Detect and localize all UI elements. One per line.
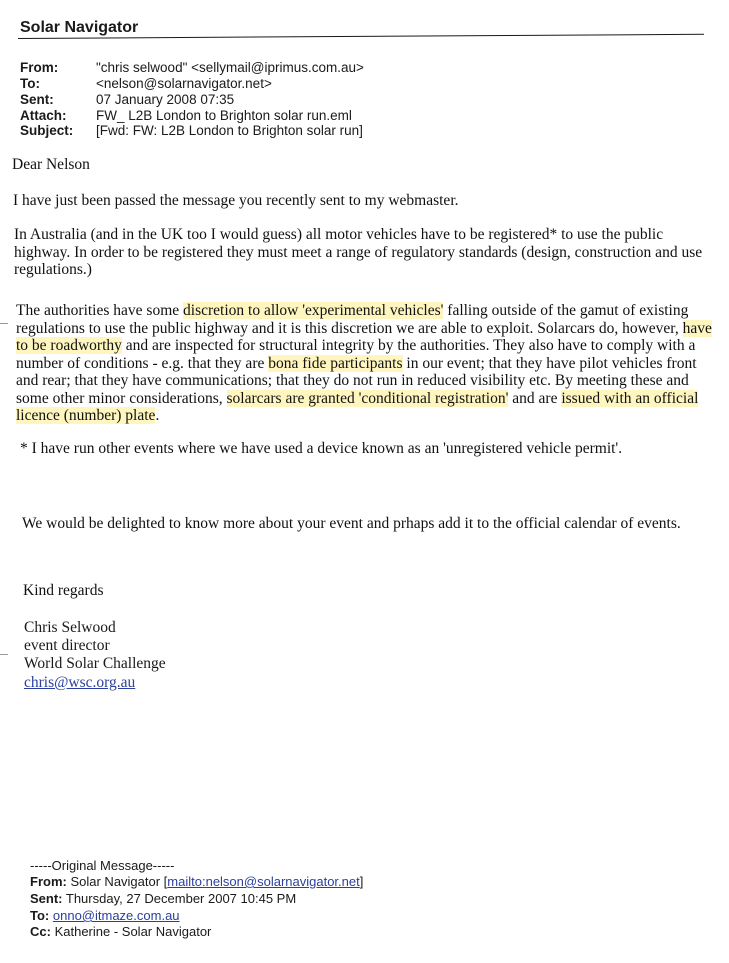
header-sent-value: 07 January 2008 07:35 (96, 92, 235, 107)
p3-highlight-4: solarcars are granted 'conditional registration' (226, 389, 509, 407)
margin-mark (0, 323, 8, 324)
p3-highlight-1: discretion to allow 'experimental vehicles' (183, 302, 444, 319)
signature-role: event director (24, 637, 110, 654)
p3-highlight-5: issued with an official licence (number) plate (16, 389, 699, 424)
letter-paragraph-5: We would be delighted to know more about your event and prhaps add it to the official calendar of events. (22, 515, 681, 532)
letter-paragraph-1: I have just been passed the message you recently sent to my webmaster. (13, 192, 459, 209)
margin-mark (0, 654, 8, 655)
header-subject-value: [Fwd: FW: L2B London to Brighton solar run] (96, 123, 363, 138)
p3-text-2: falling outside of the gamut of existing regulations to use the public highway and it is this discretion we are able to exploit. Solarcars do, however, (16, 302, 689, 337)
original-cc-label: Cc: (30, 924, 51, 939)
original-sent-label: Sent: (30, 891, 63, 906)
header-attach-value: FW_ L2B London to Brighton solar run.eml (96, 108, 352, 123)
p3-text-6: . (155, 407, 160, 424)
page-title: Solar Navigator (20, 19, 139, 36)
original-cc-row (30, 924, 211, 940)
p3-text-3: and are inspected for structural integrity by the authorities. They also have to comply with a number of conditions - e.g. that they are (16, 337, 696, 372)
header-sent-row (20, 92, 234, 108)
original-from-bracket: ] (359, 874, 364, 889)
original-message-heading: -----Original Message----- (30, 858, 175, 873)
letter-closing: Kind regards (23, 582, 104, 599)
signature-organisation: World Solar Challenge (24, 655, 166, 672)
original-from-label: From: (30, 874, 67, 889)
header-to-label: To: (20, 76, 40, 91)
header-to-value: <nelson@solarnavigator.net> (96, 76, 272, 91)
header-subject-label: Subject: (20, 123, 74, 138)
header-from-row (20, 60, 364, 76)
original-to-label: To: (30, 908, 50, 923)
letter-paragraph-2: In Australia (and in the UK too I would guess) all motor vehicles have to be registered* to use the public highway. In order to be registered they must meet a range of regulatory standards (design, construction and use regulations.) (14, 226, 703, 278)
header-attach-label: Attach: (20, 108, 67, 123)
header-attach-row (20, 108, 352, 124)
p3-highlight-2: have to be roadworthy (16, 319, 712, 354)
letter-paragraph-3 (16, 302, 719, 425)
p3-text-1: The authorities have some (16, 302, 184, 319)
original-from-row (30, 874, 363, 890)
p3-text-4: in our event; that they have pilot vehicles front and rear; that they have communications; that they do not run in reduced visibility etc. By meeting these and some other minor considerations, (16, 354, 697, 407)
header-sent-label: Sent: (20, 92, 54, 107)
p3-highlight-3: bona fide participants (268, 354, 403, 372)
header-from-value: "chris selwood" <sellymail@iprimus.com.au> (96, 60, 364, 75)
letter-greeting: Dear Nelson (12, 156, 90, 173)
original-sent-row (30, 891, 296, 907)
original-to-row (30, 908, 180, 924)
signature-name: Chris Selwood (24, 619, 116, 636)
original-sent-value: Thursday, 27 December 2007 10:45 PM (65, 891, 297, 906)
original-from-mailto-link[interactable]: mailto:nelson@solarnavigator.net (167, 874, 360, 889)
letter-footnote: * I have run other events where we have used a device known as an 'unregistered vehicle permit'. (20, 440, 623, 457)
signature-email-link[interactable]: chris@wsc.org.au (24, 674, 136, 691)
original-cc-value: Katherine - Solar Navigator (54, 924, 212, 939)
original-from-value: Solar Navigator [ (70, 874, 168, 889)
header-subject-row (20, 123, 363, 139)
p3-text-5: and are (508, 389, 562, 407)
original-to-email-link[interactable]: onno@itmaze.com.au (52, 908, 180, 923)
header-to-row (20, 76, 272, 92)
header-from-label: From: (20, 60, 59, 75)
